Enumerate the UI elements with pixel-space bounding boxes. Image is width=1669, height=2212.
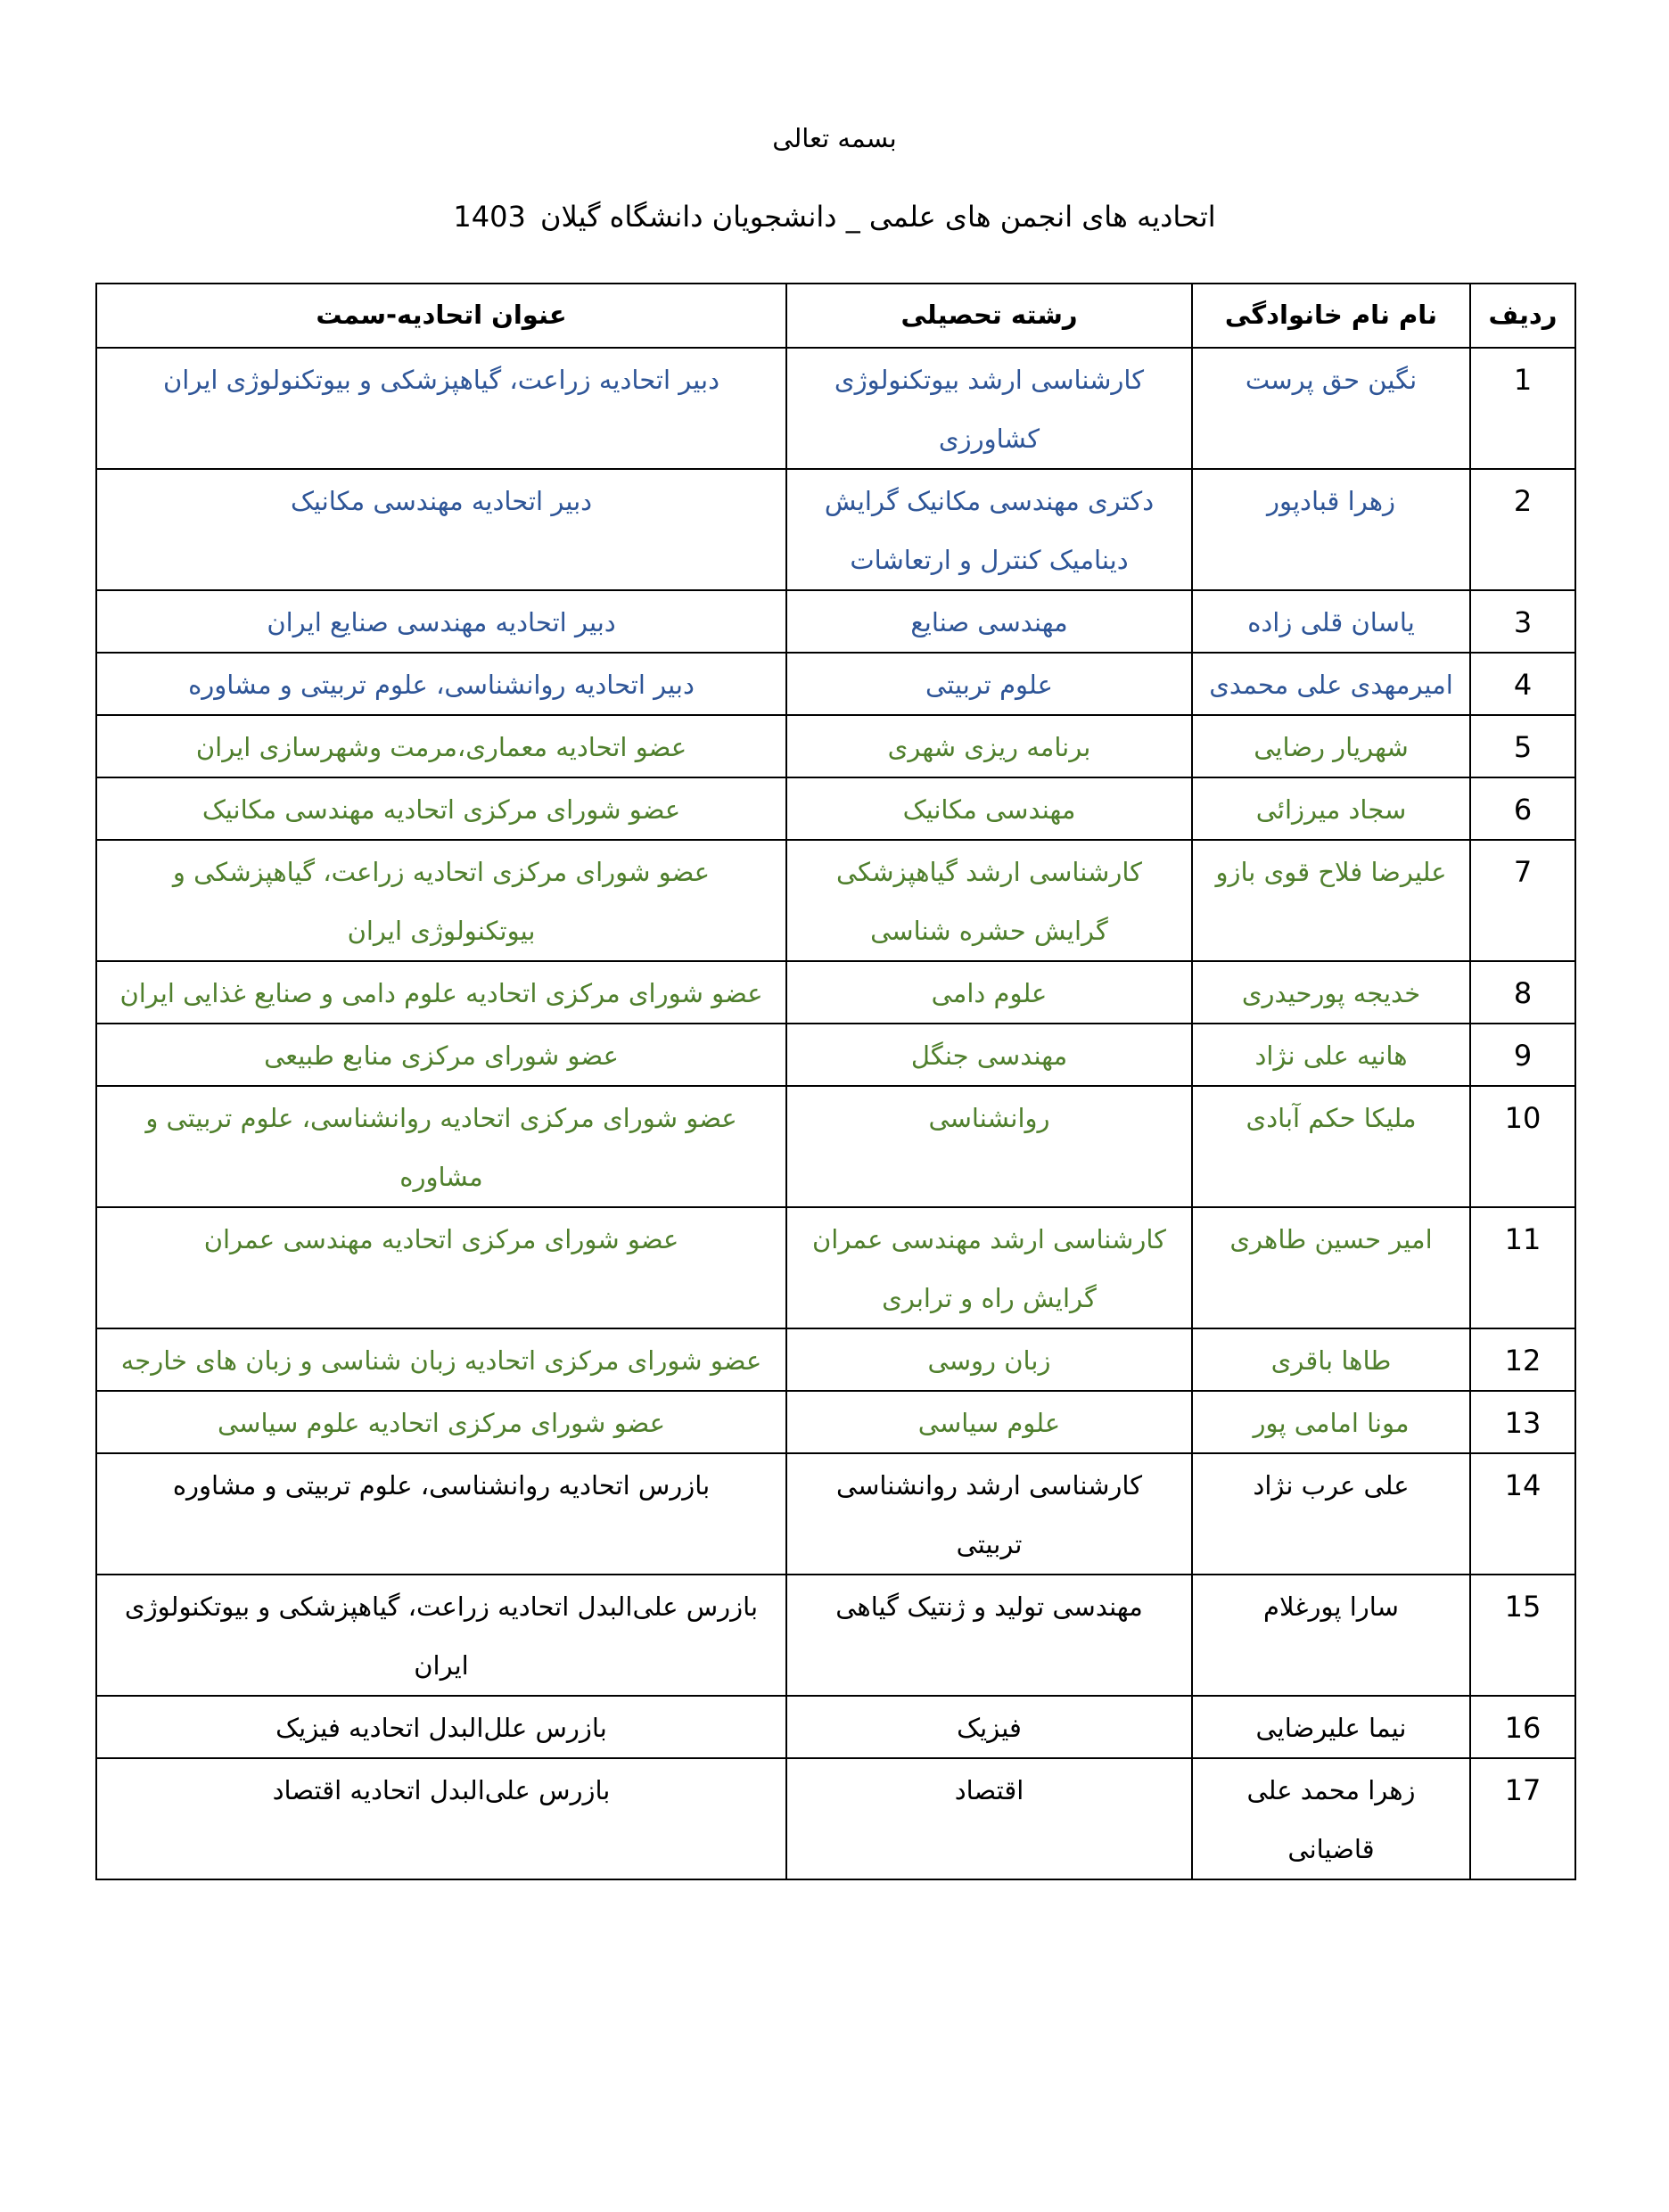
member-name: علی عرب نژاد: [1192, 1453, 1470, 1575]
member-role: عضو شورای مرکزی اتحادیه علوم دامی و صنایع غذایی ایران: [96, 961, 786, 1024]
member-field: علوم سیاسی: [786, 1391, 1192, 1453]
document-title: [0, 200, 1669, 234]
member-name: سجاد میرزائی: [1192, 777, 1470, 840]
row-number: 13: [1470, 1391, 1575, 1453]
row-number: 7: [1470, 840, 1575, 961]
member-role: دبیر اتحادیه روانشناسی، علوم تربیتی و مشاوره: [96, 653, 786, 715]
member-role: بازرس اتحادیه روانشناسی، علوم تربیتی و مشاوره: [96, 1453, 786, 1575]
member-name: نیما علیرضایی: [1192, 1696, 1470, 1758]
member-field: مهندسی صنایع: [786, 590, 1192, 653]
row-number: 3: [1470, 590, 1575, 653]
table-row: [96, 1696, 1575, 1758]
table-row: [96, 777, 1575, 840]
row-number: 17: [1470, 1758, 1575, 1879]
member-name: سارا پورغلام: [1192, 1575, 1470, 1696]
column-header-name: نام نام خانوادگی: [1192, 284, 1470, 348]
member-field: دکتری مهندسی مکانیک گرایش دینامیک کنترل و ارتعاشات: [786, 469, 1192, 590]
member-role: بازرس علل‌البدل اتحادیه فیزیک: [96, 1696, 786, 1758]
table-row: [96, 653, 1575, 715]
column-header-field: رشته تحصیلی: [786, 284, 1192, 348]
member-field: زبان روسی: [786, 1328, 1192, 1391]
member-field: مهندسی مکانیک: [786, 777, 1192, 840]
row-number: 14: [1470, 1453, 1575, 1575]
row-number: 2: [1470, 469, 1575, 590]
member-field: علوم تربیتی: [786, 653, 1192, 715]
table-header-row: [96, 284, 1575, 348]
member-role: عضو شورای مرکزی اتحادیه زبان شناسی و زبان های خارجه: [96, 1328, 786, 1391]
table-row: [96, 469, 1575, 590]
table-row: [96, 961, 1575, 1024]
row-number: 12: [1470, 1328, 1575, 1391]
member-role: دبیر اتحادیه مهندسی صنایع ایران: [96, 590, 786, 653]
member-field: کارشناسی ارشد گیاهپزشکی گرایش حشره شناسی: [786, 840, 1192, 961]
member-name: هانیه علی نژاد: [1192, 1024, 1470, 1086]
title-text: اتحادیه های انجمن های علمی _ دانشجویان دانشگاه گیلان: [540, 200, 1216, 234]
table-row: [96, 840, 1575, 961]
table-row: [96, 590, 1575, 653]
column-header-index: ردیف: [1470, 284, 1575, 348]
basmala-heading: بسمه تعالی: [772, 123, 897, 153]
member-role: عضو شورای مرکزی اتحادیه مهندسی عمران: [96, 1207, 786, 1328]
table-row: [96, 1453, 1575, 1575]
member-name: شهریار رضایی: [1192, 715, 1470, 777]
member-field: فیزیک: [786, 1696, 1192, 1758]
member-role: دبیر اتحادیه مهندسی مکانیک: [96, 469, 786, 590]
table-row: [96, 1575, 1575, 1696]
members-table: [95, 283, 1576, 1880]
member-field: علوم دامی: [786, 961, 1192, 1024]
row-number: 15: [1470, 1575, 1575, 1696]
row-number: 8: [1470, 961, 1575, 1024]
member-name: طاها باقری: [1192, 1328, 1470, 1391]
member-name: علیرضا فلاح قوی بازو: [1192, 840, 1470, 961]
member-role: بازرس علی‌البدل اتحادیه اقتصاد: [96, 1758, 786, 1879]
member-role: عضو اتحادیه معماری،مرمت وشهرسازی ایران: [96, 715, 786, 777]
row-number: 10: [1470, 1086, 1575, 1207]
member-role: عضو شورای مرکزی منابع طبیعی: [96, 1024, 786, 1086]
member-role: عضو شورای مرکزی اتحادیه زراعت، گیاهپزشکی و بیوتکنولوژی ایران: [96, 840, 786, 961]
member-name: امیرمهدی علی محمدی: [1192, 653, 1470, 715]
member-name: مونا امامی پور: [1192, 1391, 1470, 1453]
column-header-role: عنوان اتحادیه-سمت: [96, 284, 786, 348]
row-number: 9: [1470, 1024, 1575, 1086]
member-name: خدیجه پورحیدری: [1192, 961, 1470, 1024]
table-row: [96, 1207, 1575, 1328]
member-name: زهرا قبادپور: [1192, 469, 1470, 590]
member-role: عضو شورای مرکزی اتحادیه مهندسی مکانیک: [96, 777, 786, 840]
row-number: 1: [1470, 348, 1575, 469]
row-number: 5: [1470, 715, 1575, 777]
table-row: [96, 348, 1575, 469]
member-role: عضو شورای مرکزی اتحادیه روانشناسی، علوم تربیتی و مشاوره: [96, 1086, 786, 1207]
member-name: زهرا محمد علی قاضیانی: [1192, 1758, 1470, 1879]
member-role: دبیر اتحادیه زراعت، گیاهپزشکی و بیوتکنولوژی ایران: [96, 348, 786, 469]
title-year: 1403: [453, 200, 526, 234]
member-field: کارشناسی ارشد روانشناسی تربیتی: [786, 1453, 1192, 1575]
member-name: امیر حسین طاهری: [1192, 1207, 1470, 1328]
member-field: کارشناسی ارشد بیوتکنولوژی کشاورزی: [786, 348, 1192, 469]
table-row: [96, 715, 1575, 777]
member-role: عضو شورای مرکزی اتحادیه علوم سیاسی: [96, 1391, 786, 1453]
member-field: مهندسی تولید و ژنتیک گیاهی: [786, 1575, 1192, 1696]
member-field: کارشناسی ارشد مهندسی عمران گرایش راه و ترابری: [786, 1207, 1192, 1328]
row-number: 16: [1470, 1696, 1575, 1758]
table-row: [96, 1086, 1575, 1207]
member-field: اقتصاد: [786, 1758, 1192, 1879]
table-row: [96, 1328, 1575, 1391]
row-number: 4: [1470, 653, 1575, 715]
member-name: ملیکا حکم آبادی: [1192, 1086, 1470, 1207]
member-role: بازرس علی‌البدل اتحادیه زراعت، گیاهپزشکی و بیوتکنولوژی ایران: [96, 1575, 786, 1696]
table-row: [96, 1391, 1575, 1453]
member-field: برنامه ریزی شهری: [786, 715, 1192, 777]
member-name: یاسان قلی زاده: [1192, 590, 1470, 653]
table-row: [96, 1758, 1575, 1879]
table-row: [96, 1024, 1575, 1086]
member-name: نگین حق پرست: [1192, 348, 1470, 469]
member-field: مهندسی جنگل: [786, 1024, 1192, 1086]
member-field: روانشناسی: [786, 1086, 1192, 1207]
row-number: 11: [1470, 1207, 1575, 1328]
row-number: 6: [1470, 777, 1575, 840]
